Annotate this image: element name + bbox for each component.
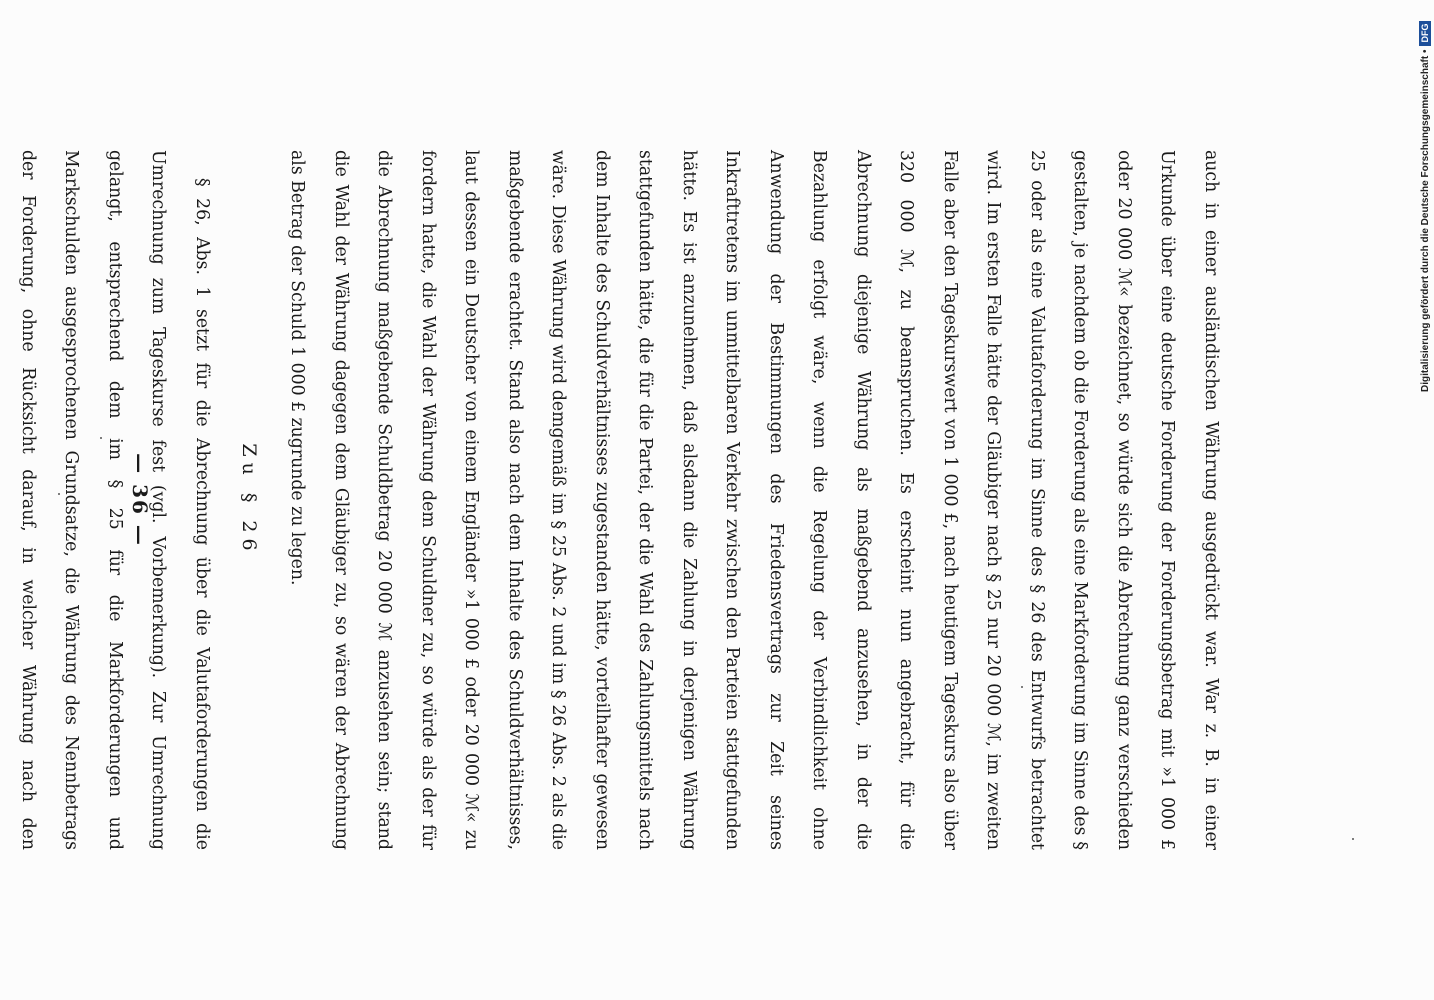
dfg-logo: DFG <box>1419 21 1431 46</box>
scan-speck <box>100 437 102 439</box>
scan-speck <box>1352 838 1354 840</box>
section-heading: Zu § 26 <box>238 443 260 557</box>
paragraph: auch in einer ausländischen Währung ausgedrückt war. War z. B. in einer Urkunde über eine deutsche Forderung der Forderungsbetrag mit »1 000 £ oder 20 000 ℳ« bezeichnet, so würde sich die Abrechnung ganz verschieden gestalten, je nachdem ob die Forderung als eine Markforderung im Sinne des § 25 oder als eine Valutaforderung im Sinne des § 26 des Entwurfs betrachtet wird. Im ersten Falle hätte der Gläubiger nach § 25 nur 20 000 ℳ, im zweiten Falle aber den Tageskurswert von 1 000 £, nach heutigem Tageskurs also über 320 000 ℳ, zu beanspruchen. Es erscheint nun angebracht, für die Abrechnung diejenige Währung als maßgebend anzusehen, in der die Bezahlung erfolgt wäre, wenn die Regelung der Verbindlichkeit ohne Anwendung der Bestimmungen des Friedensvertrags zur Zeit seines Inkrafttretens im unmittelbaren Verkehr zwischen den Parteien stattgefunden hätte. Es ist anzunehmen, daß alsdann die Zahlung in derjenigen Währung stattgefunden hätte, die für die Partei, der die Wahl des Zahlungsmittels nach dem Inhalte des Schuldverhältnisses zugestanden hätte, vorteilhafter gewesen wäre. Diese Währung wird demgemäß im § 25 Abs. 2 und im § 26 Abs. 2 als die maßgebende erachtet. Stand also nach dem Inhalte des Schuldverhältnisses, laut dessen ein Deutscher von einem Engländer »1 000 £ oder 20 000 ℳ« zu fordern hatte, die Wahl der Währung dem Schuldner zu, so würde als der für die Abrechnung maßgebende Schuldbetrag 20 000 ℳ anzusehen sein; stand die Wahl der Währung dagegen dem Gläubiger zu, so wären der Abrechnung als Betrag der Schuld 1 000 £ zugrunde zu legen. <box>287 150 1221 850</box>
scan-speck <box>58 493 60 495</box>
page-number: — 36 — <box>128 453 152 547</box>
digitization-watermark <box>1419 8 1433 392</box>
watermark-text <box>1419 8 1433 392</box>
paragraph: § 26, Abs. 1 setzt für die Abrechnung über die Valutaforderungen die Umrechnung zum Tageskurse fest (vgl. Vorbemerkung). Zur Umrechnung gelangt, entsprechend dem im § 25 für die Markforderungen und Markschulden ausgesprochenen Grundsatze, die Währung des Nennbetrags der Forderung, ohne Rücksicht darauf, in welcher Währung nach den <box>18 150 212 850</box>
rotated-document-page <box>18 150 1232 850</box>
watermark-caption: Digitalisierung gefördert durch die Deutsche Forschungsgemeinschaft • <box>1420 49 1431 392</box>
scan-speck <box>1021 686 1023 688</box>
